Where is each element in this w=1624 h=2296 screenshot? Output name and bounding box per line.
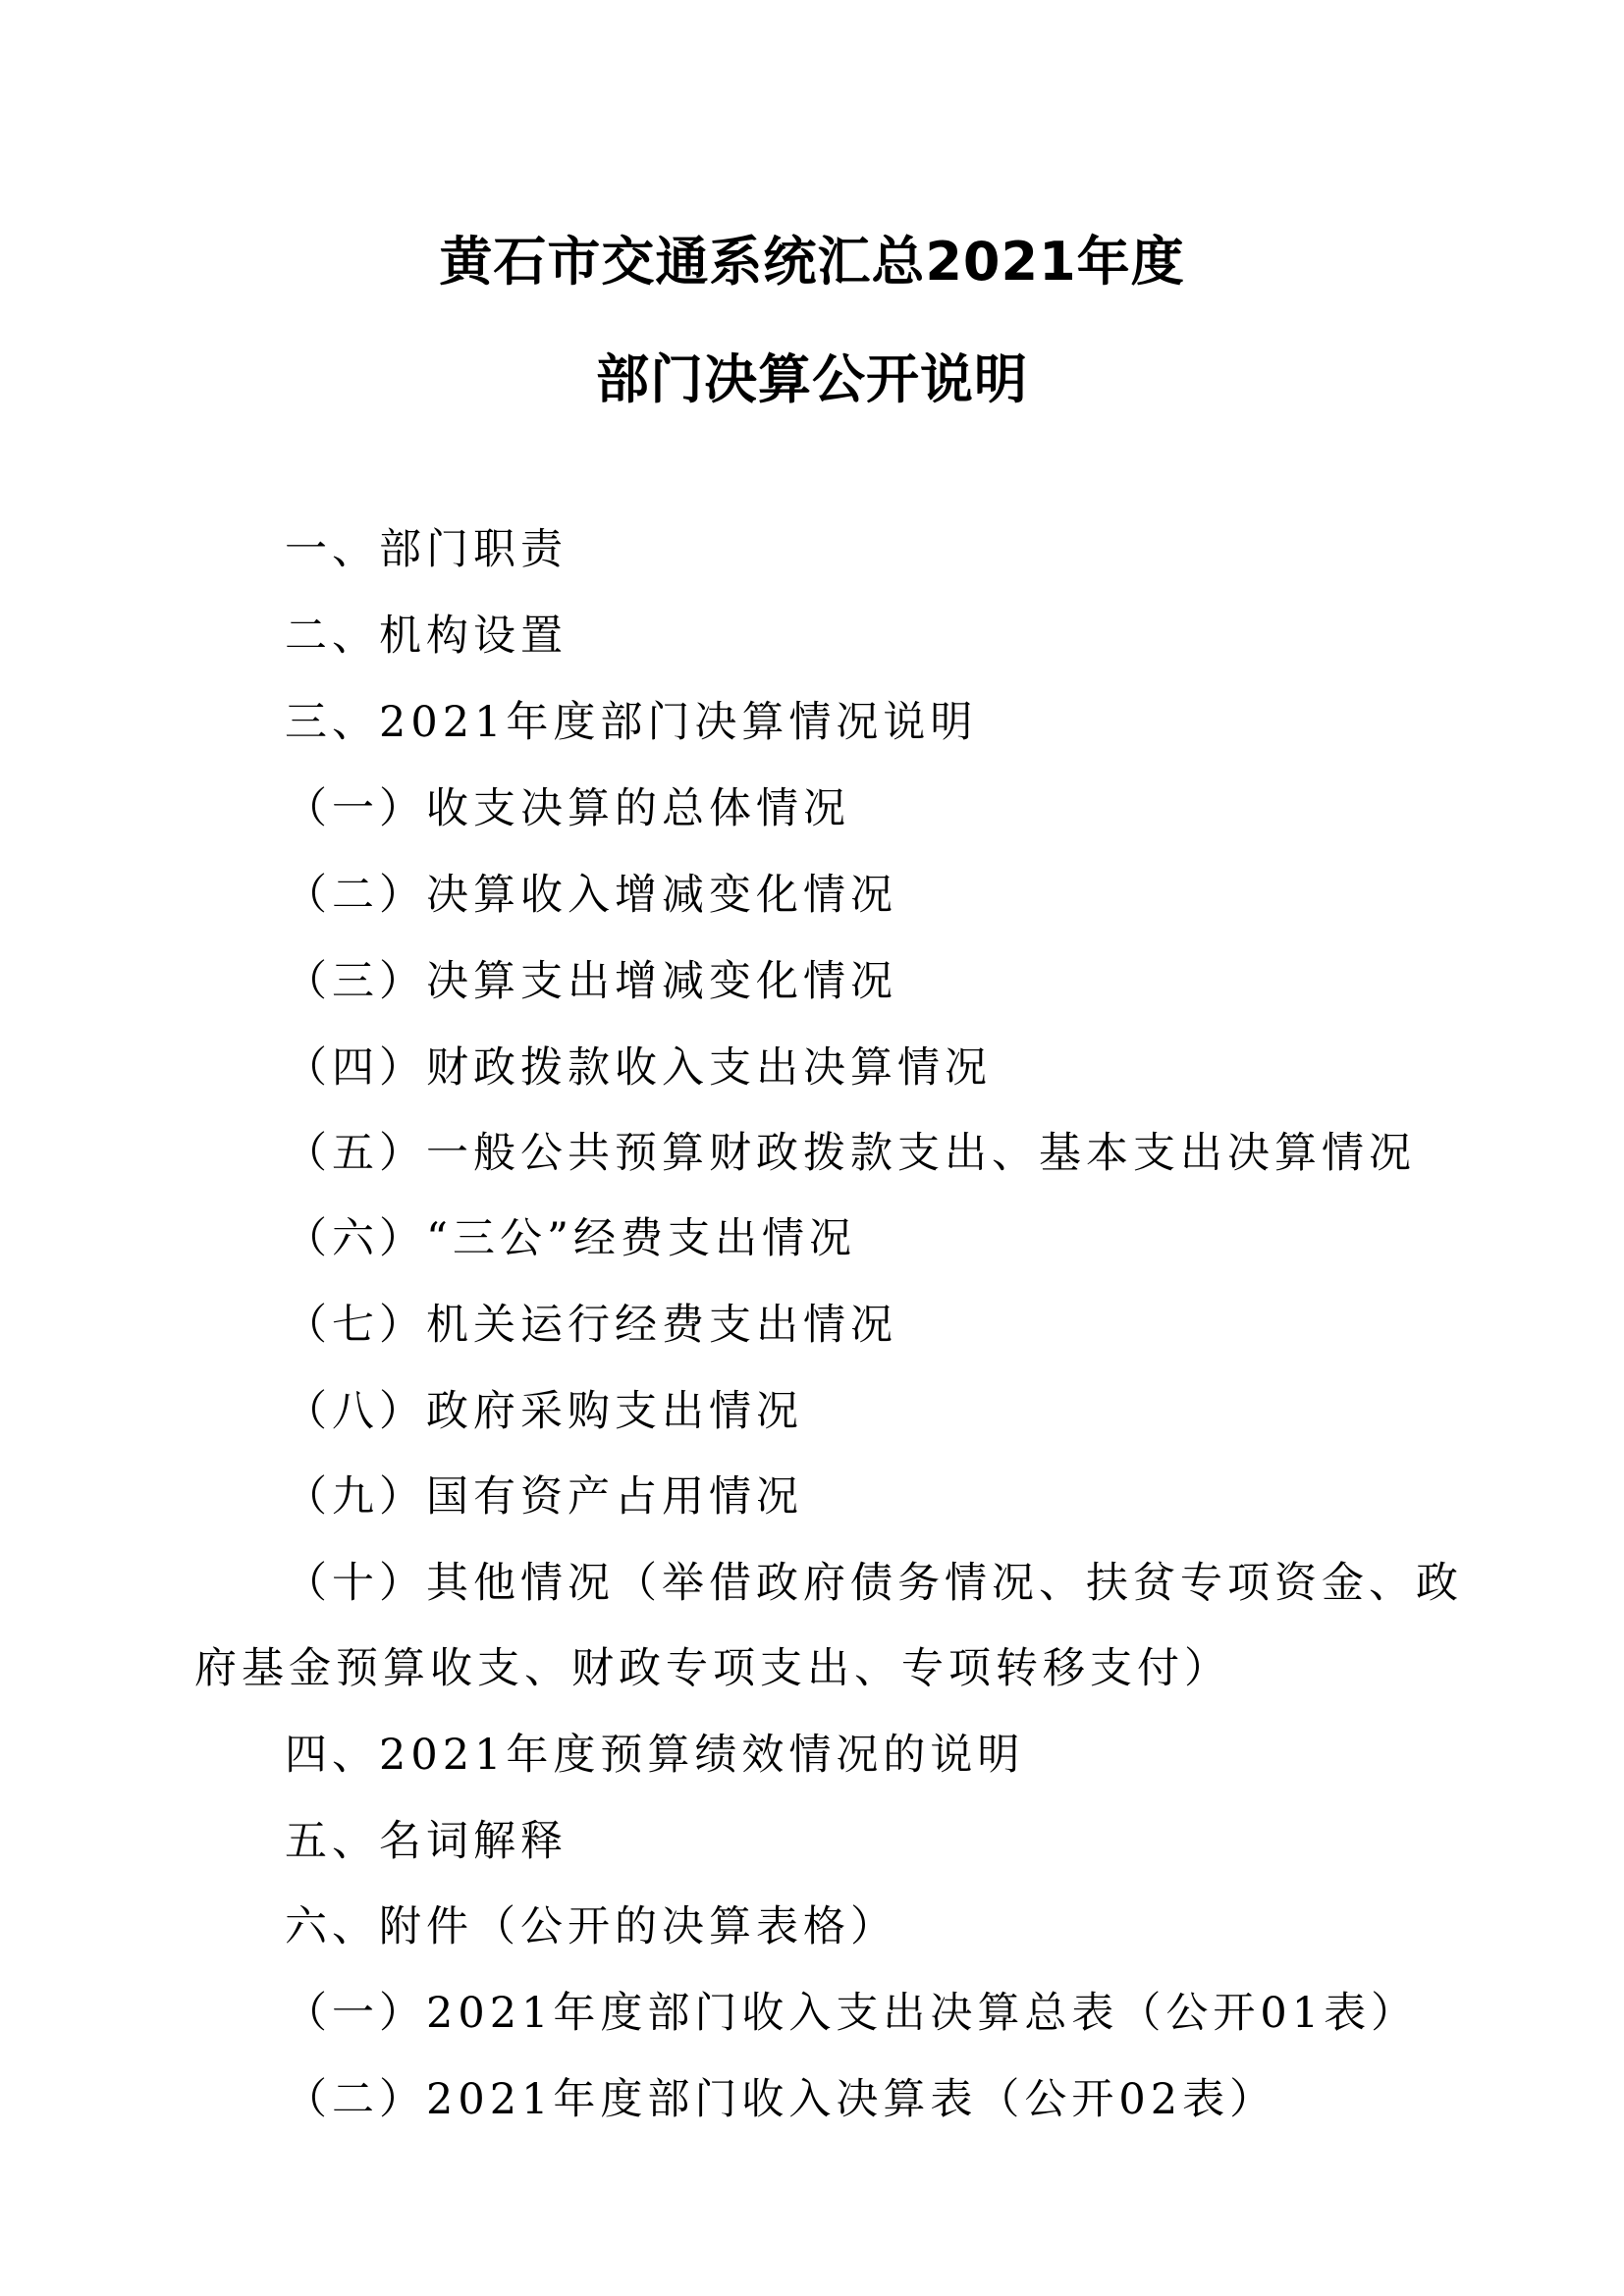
toc-item: （七）机关运行经费支出情况 [285,1301,897,1350]
toc-item: （十）其他情况（举借政府债务情况、扶贫专项资金、政 [285,1559,1463,1608]
toc-item: 二、机构设置 [285,612,568,661]
toc-item: （八）政府采购支出情况 [285,1387,803,1436]
toc-item: （三）决算支出增减变化情况 [285,957,897,1006]
toc-item: （二）决算收入增减变化情况 [285,871,897,920]
toc-item: 一、部门职责 [285,525,568,574]
toc-item: （九）国有资产占用情况 [285,1472,803,1522]
toc-item: （一）收支决算的总体情况 [285,784,850,833]
toc-item: （二）2021年度部门收入决算表（公开02表） [285,2075,1277,2124]
document-title-line-1: 黄石市交通系统汇总2021年度 [439,231,1185,293]
toc-item-continuation: 府基金预算收支、财政专项支出、专项转移支付） [194,1644,1231,1693]
toc-item: 五、名词解释 [285,1817,568,1866]
toc-item: （五）一般公共预算财政拨款支出、基本支出决算情况 [285,1129,1416,1178]
toc-item: 六、附件（公开的决算表格） [285,1902,897,1951]
toc-item: （六）“三公”经费支出情况 [285,1214,856,1263]
toc-item: （一）2021年度部门收入支出决算总表（公开01表） [285,1989,1419,2038]
document-title-line-2: 部门决算公开说明 [596,348,1028,410]
toc-item: 三、2021年度部门决算情况说明 [285,698,978,747]
toc-item: （四）财政拨款收入支出决算情况 [285,1043,992,1093]
toc-item: 四、2021年度预算绩效情况的说明 [285,1731,1025,1780]
